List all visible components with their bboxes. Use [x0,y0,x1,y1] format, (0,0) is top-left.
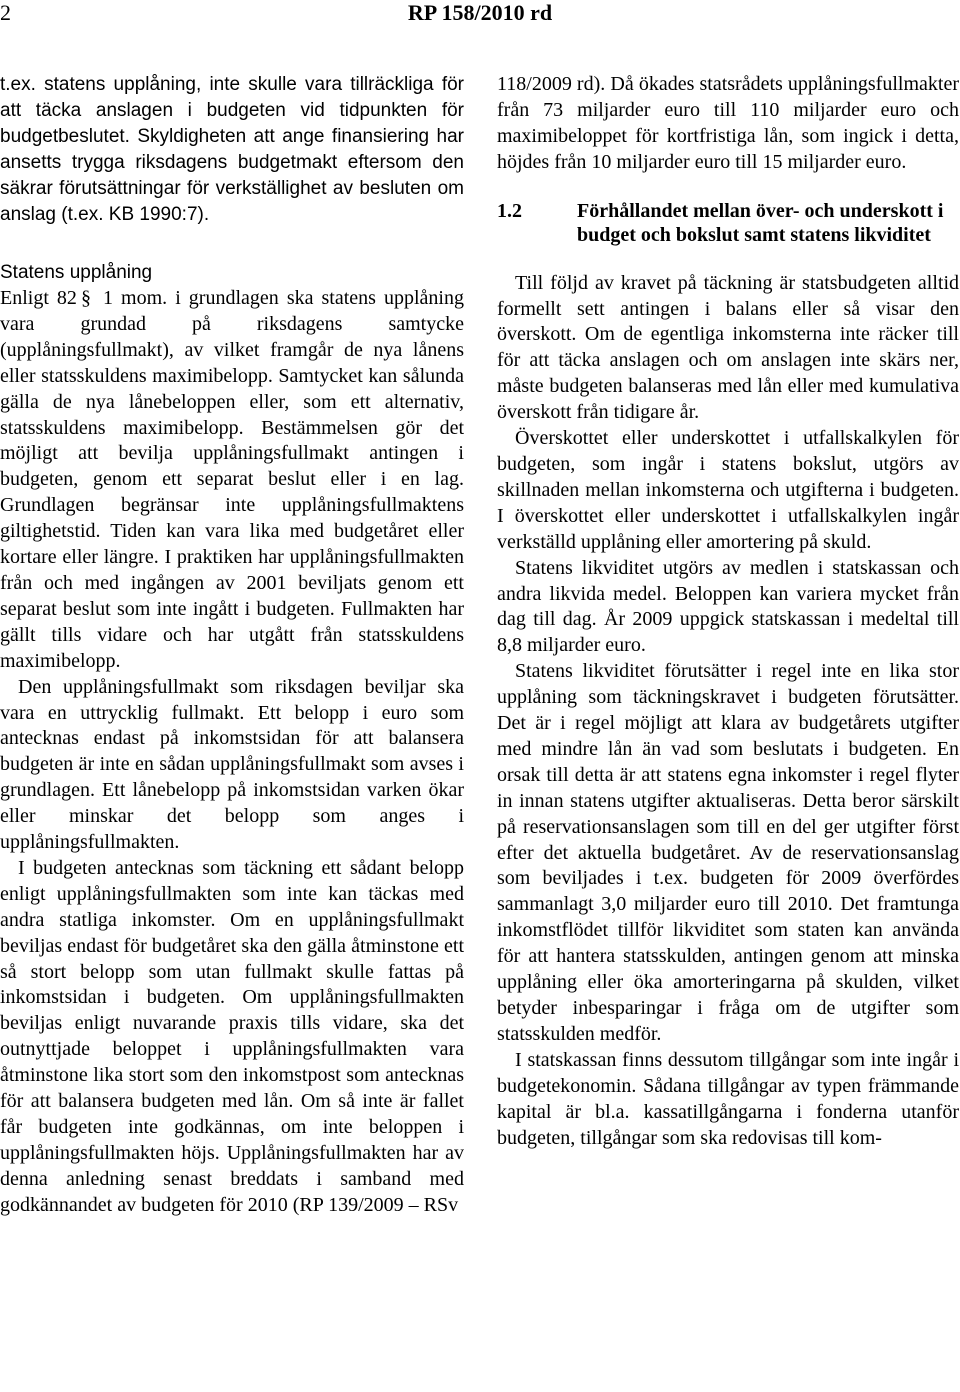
intro-paragraph: t.ex. statens upplåning, inte skulle vara tillräckliga för att täcka anslagen i budgeten vid tidpunkten för budgetbeslutet. Skyldigheten att ange finansiering har ansetts trygga riksdagens budgetmakt eftersom den säkrar förutsättningar för verkställighet av besluten om anslag (t.ex. KB 1990:7). [0,74,464,225]
body-paragraph: 118/2009 rd). Då ökades statsrådets upplåningsfullmakter från 73 miljarder euro till 110 miljarder euro och maximibeloppet för kortfristiga lån, som ingick i detta, höjdes från 10 miljarder euro till 15 miljarder euro. [497,73,959,173]
body-paragraph: Statens likviditet utgörs av medlen i statskassan och andra likvida medel. Beloppen kan variera mycket från dag till dag. År 2009 uppgick statskassan i medeltal till 8,8 miljarder euro. [497,556,959,657]
section-title: Förhållandet mellan över- och underskott i budget och bokslut samt statens likviditet [577,199,944,246]
page-header [0,0,960,40]
right-column [497,72,959,1151]
body-paragraph: I budgeten antecknas som täckning ett sådant belopp enligt upplåningsfullmakten som inte kan täckas med andra statliga inkomster. Om en upplåningsfullmakt beviljas endast för budgetåret ska den gälla åtminstone ett så stort belopp som utan fullmakt skulle fattas på inkomstsidan i budgeten. Om upplåningsfullmakten beviljas enligt nuvarande praxis tills vidare, ska det outnyttjade beloppet i upplåningsfullmakten vara åtminstone lika stort som den inkomstpost som antecknas för att balansera budgeten med lån. Om så inte är fallet får budgeten inte godkännas, om inte beloppen i upplåningsfullmakten höjs. Upplåningsfullmakten har av denna anledning senast breddats i samband med godkännandet av budgeten för 2010 (RP 139/2009 – RSv [0,856,464,1216]
paragraph-start: Enligt 82 [0,287,77,309]
section-sign: § [80,287,91,309]
body-paragraph: Den upplåningsfullmakt som riksdagen beviljar ska vara en uttrycklig fullmakt. Ett belopp i euro som antecknas endast på inkomstsidan för att balansera budgeten är inte en sådan upplåningsfullmakt som avses i grundlagen. Ett lånebelopp på inkomstsidan varken ökar eller minskar det belopp som anges i upplåningsfullmakten. [0,675,464,854]
body-paragraph: Till följd av kravet på täckning är statsbudgeten alltid formellt sett antingen i balans eller så visar den överskott. Om de egentliga inkomsterna inte räcker till för att täcka anslagen och om anslagen inte skärs ner, måste budgeten balanseras med lån eller med kumulativa överskott från tidigare år. [497,271,959,424]
body-paragraph: I statskassan finns dessutom tillgångar som inte ingår i budgetekonomin. Sådana tillgångar av typen främmande kapital är bl.a. kassatillgångarna i fonderna utanför budgeten, tillgångar som ska redovisas till kom- [497,1048,959,1149]
section-number: 1.2 [497,199,522,222]
document-id: RP 158/2010 rd [407,0,553,25]
body-paragraph: Överskottet eller underskottet i utfallskalkylen för budgeten, som ingår i statens bokslut, utgörs av skillnaden mellan inkomsterna och utgifterna i budgeten. I överskottet eller underskottet i utfallskalkylen ingår verkställd upplåning eller amortering på skuld. [497,427,959,553]
left-column [0,72,464,1219]
body-paragraph: Statens likviditet förutsätter i regel inte en lika stor upplåning som täckningskravet i budgeten förutsätter. Det är i regel möjligt att klara av budgetårets utgifter med mindre lån än vad som beslutats i budgeten. En orsak till detta är att statens egna inkomster i regel flyter in innan statens utgifter aktualiseras. Detta beror särskilt på reservationsanslagen som till en del ger utgifter först efter det aktuella budgetåret. Av de reservationsanslag som beviljades i t.ex. budgeten för 2009 överfördes sammanlagt 3,0 miljarder euro till 2010. Det framtunga inkomstflödet tillför likviditet som staten kan använda för att hantera statsskulden, antingen genom att minska upplåning eller öka amorteringarna på skulden, vilket betyder inbesparingar i fråga om de utgifter som statsskulden medför. [497,660,959,1045]
body-paragraph [0,286,464,675]
paragraph-rest: 1 mom. i grundlagen ska statens upplåning vara grundad på riksdagens samtycke (upplåningsfullmakt), av vilket framgår de nya lånens eller statsskuldens maximibelopp. Samtycket kan sålunda gälla de nya lånebeloppen eller, som ett alternativ, statsskuldens maximibelopp. Bestämmelsen gör det möjligt att bevilja upplåningsfullmakt antingen i budgeten, genom ett separat beslut eller i en lag. Grundlagen begränsar inte upplåningsfullmaktens giltighetstid. Tiden kan vara lika med budgetåret eller kortare eller längre. I praktiken har upplåningsfullmakten från och med ingången av 2001 beviljats genom ett separat beslut som inte ingått i budgeten. Fullmakten har gällt tills vidare och har utgått från statsskuldens maximibelopp. [0,287,464,672]
subheading-statens-upplaning: Statens upplåning [0,262,153,283]
page-number: 2 [0,0,11,25]
section-heading [497,199,959,247]
